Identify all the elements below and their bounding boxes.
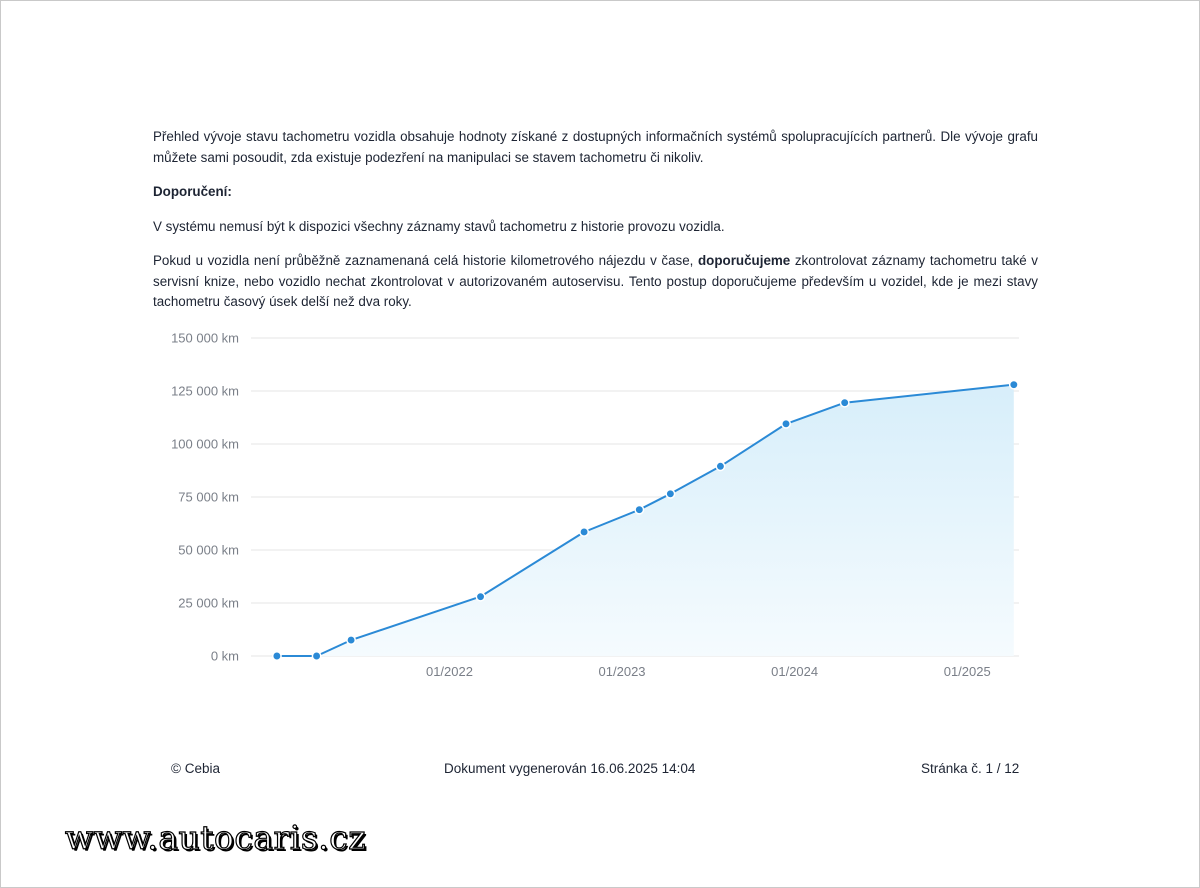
y-tick-label: 150 000 km	[171, 330, 239, 346]
y-tick-label: 125 000 km	[171, 383, 239, 399]
data-point	[635, 506, 643, 514]
data-point	[840, 398, 848, 406]
footer-generated-date: Dokument vygenerován 16.06.2025 14:04	[444, 761, 696, 776]
y-tick-label: 25 000 km	[178, 595, 239, 611]
data-point	[716, 462, 724, 470]
y-tick-label: 0 km	[210, 648, 239, 664]
recommendation-text-start: Pokud u vozidla není průběžně zaznamenaná celá historie kilometrového nájezdu v čase,	[153, 253, 698, 268]
x-tick-label: 01/2022	[425, 664, 473, 679]
data-point	[580, 528, 588, 536]
data-point	[666, 490, 674, 498]
y-tick-label: 75 000 km	[178, 489, 239, 505]
recommendation-heading: Doporučení:	[153, 184, 232, 199]
data-point	[312, 652, 320, 660]
footer-page-number: Stránka č. 1 / 12	[921, 761, 1020, 776]
x-tick-label: 01/2023	[598, 664, 646, 679]
data-point	[782, 420, 790, 428]
watermark: www.autocaris.cz	[65, 818, 367, 857]
series-area	[277, 385, 1014, 656]
odometer-chart	[151, 321, 1031, 691]
y-tick-label: 50 000 km	[178, 542, 239, 558]
intro-text	[153, 127, 1038, 327]
data-point	[347, 636, 355, 644]
footer-copyright: © Cebia	[171, 761, 220, 776]
data-point	[1010, 380, 1018, 388]
recommendation-text-end: zkontrolovat záznamy tachometru také v servisní knize, nebo vozidlo nechat zkontrolovat v autorizovaném autoservisu. Tento postup doporučujeme především u vozidel, kde je mezi stavy tachometru časový úsek delší než dva roky.	[153, 253, 1039, 309]
y-tick-label: 100 000 km	[171, 436, 239, 452]
data-point	[476, 592, 484, 600]
records-note-paragraph: V systému nemusí být k dispozici všechny záznamy stavů tachometru z historie provozu vozidla.	[153, 218, 725, 234]
data-point	[273, 652, 281, 660]
recommendation-paragraph	[153, 251, 1038, 313]
intro-paragraph: Přehled vývoje stavu tachometru vozidla obsahuje hodnoty získané z dostupných informačních systémů spolupracujících partnerů. Dle vývoje grafu můžete sami posoudit, zda existuje podezření na manipulaci se stavem tachometru či nikoliv.	[153, 129, 1038, 165]
recommendation-bold-word: doporučujeme	[697, 253, 791, 268]
x-tick-label: 01/2025	[943, 664, 991, 679]
x-tick-label: 01/2024	[771, 664, 819, 679]
